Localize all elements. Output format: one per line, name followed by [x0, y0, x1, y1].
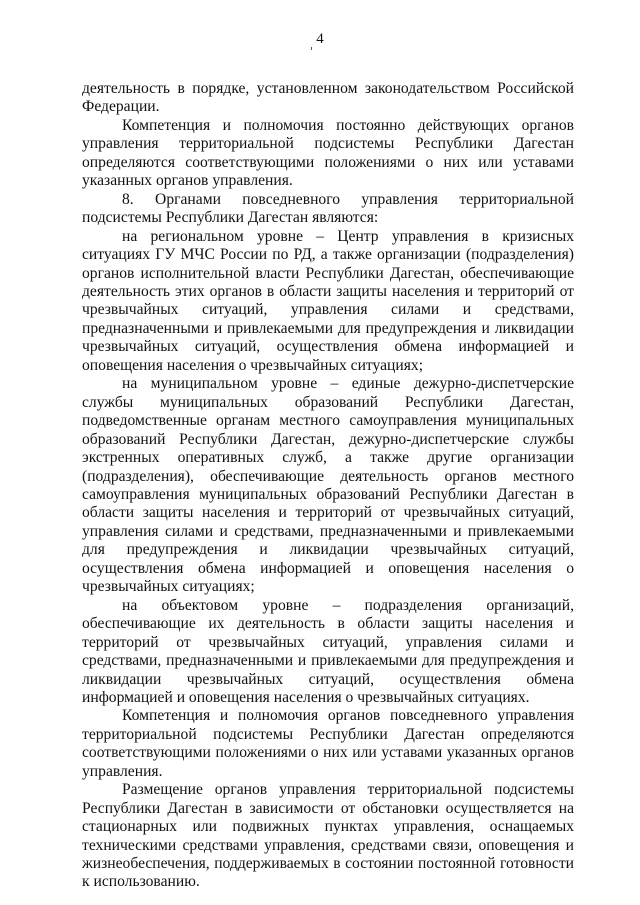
paragraph-regional-level: на региональном уровне – Центр управления в кризисных ситуациях ГУ МЧС России по РД, а также организации (подразделения) органов исполнительной власти Республики Дагестан, обеспечивающие деятельность этих органов в области защиты населения и территорий от чрезвычайных ситуаций, управления силами и средствами, предназначенными и привлекаемыми для предупреждения и ликвидации чрезвычайных ситуаций, осуществления обмена информацией и оповещения населения о чрезвычайных ситуациях;	[82, 227, 574, 374]
paragraph-item-8-daily-management-bodies: 8. Органами повседневного управления территориальной подсистемы Республики Дагестан являются:	[82, 190, 574, 227]
paragraph-municipal-level: на муниципальном уровне – единые дежурно-диспетчерские службы муниципальных образований Республики Дагестан, подведомственные органам местного самоуправления муниципальных образований Республики Дагестан, дежурно-диспетчерские службы экстренных оперативных служб, а также другие организации (подразделения), обеспечивающие деятельность органов местного самоуправления муниципальных образований Республики Дагестан в области защиты населения и территорий от чрезвычайных ситуаций, управления силами и средствами, предназначенными и привлекаемыми для предупреждения и ликвидации чрезвычайных ситуаций, осуществления обмена информацией и оповещения населения о чрезвычайных ситуациях;	[82, 375, 574, 596]
paragraph-competence-daily-bodies: Компетенция и полномочия органов повседневного управления территориальной подсистемы Республики Дагестан определяются соответствующими положениями о них или уставами указанных органов управления.	[82, 707, 574, 780]
page-number: 4	[316, 31, 324, 47]
paragraph-object-level: на объектовом уровне – подразделения организаций, обеспечивающие их деятельность в области защиты населения и территорий от чрезвычайных ситуаций, управления силами и средствами, предназначенными и привлекаемыми для предупреждения и ликвидации чрезвычайных ситуаций, осуществления обмена информацией и оповещения населения о чрезвычайных ситуациях.	[82, 596, 574, 706]
scan-speck	[311, 47, 312, 50]
paragraph-placement-of-bodies: Размещение органов управления территориальной подсистемы Республики Дагестан в зависимости от обстановки осуществляется на стационарных или подвижных пунктах управления, оснащаемых техническими средствами управления, средствами связи, оповещения и жизнеобеспечения, поддерживаемых в состоянии постоянной готовности к использованию.	[82, 781, 574, 891]
document-body	[82, 80, 574, 892]
paragraph-competence-permanent-bodies: Компетенция и полномочия постоянно действующих органов управления территориальной подсистемы Республики Дагестан определяются соответствующими положениями о них или уставами указанных органов управления.	[82, 116, 574, 190]
paragraph-continuation: деятельность в порядке, установленном законодательством Российской Федерации.	[82, 80, 574, 116]
